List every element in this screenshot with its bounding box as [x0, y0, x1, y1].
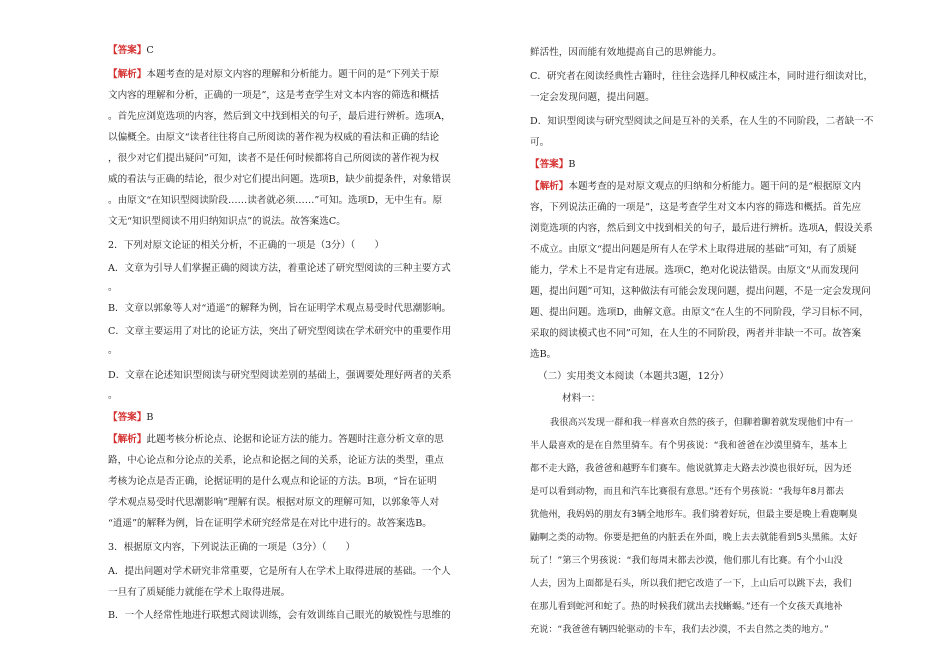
material-line: 半人最喜欢的是在自然里骑车。有个男孩说：“我和爸爸在沙漠里骑车，基本上 — [530, 440, 848, 451]
analysis-1-line: 以偏概全。由原文“读者往往将自己所阅读的著作视为权威的看法和正确的结论 — [108, 132, 440, 143]
material-line: 充说：“我爸爸有辆四轮驱动的卡车，我们去沙漠，不去自然之类的地方。” — [530, 624, 829, 635]
analysis-1-line: 。首先应浏览选项的内容，然后到文中找到相关的句子，最后进行辨析。选项A， — [108, 111, 451, 122]
section-2-title: （二）实用类文本阅读（本题共3题，12分） — [538, 371, 729, 382]
analysis-3-line: 能力，学术上不是肯定有进展。选项C，绝对化说法错误。由原文“从而发现问 — [530, 265, 859, 276]
material-line: 人去，因为上面都是石头，所以我们把它改造了一下，上山后可以跳下去，我们 — [530, 578, 852, 589]
answer-2: 【答案】B — [108, 412, 154, 423]
question-3-option: D．知识型阅读与研究型阅读之间是互补的关系，在人生的不同阶段，二者缺一不 — [530, 116, 874, 127]
analysis-2-line: 学术观点易受时代思潮影响”理解有误。根据对原文的理解可知，以郭象等人对 — [108, 497, 440, 508]
analysis-3-line: 选B。 — [530, 349, 557, 360]
question-2-option: C．文章主要运用了对比的论证方法，突出了研究型阅读在学术研究中的重要作用 — [108, 326, 452, 337]
question-3-option: C．研究者在阅读经典性古籍时，往往会选择几种权威注本，同时进行细读对比， — [530, 71, 874, 82]
question-3-option: 一定会发现问题，提出问题。 — [530, 92, 655, 103]
question-3-option: 可。 — [530, 137, 550, 148]
question-2-option: 。 — [108, 390, 118, 401]
analysis-3-line: 题、提出问题。选项D，曲解文意。由原文“在人生的不同阶段，学习目标不同， — [530, 307, 869, 318]
question-3-option: 一旦有了质疑能力就能在学术上取得进展。 — [108, 587, 291, 598]
analysis-3-line: 容，下列说法正确的一项是”，这是考查学生对文本内容的筛选和概括。首先应 — [530, 202, 862, 213]
material-line: 犹他州，我妈妈的朋友有3辆全地形车。我们骑着好玩，但最主要是晚上看鹿啊臭 — [530, 509, 858, 520]
analysis-1-line: 文内容的理解和分析，正确的一项是”，这是考查学生对文本内容的筛选和概括 — [108, 90, 440, 101]
question-2-option: D．文章在论述知识型阅读与研究型阅读差别的基础上，强调要处理好两者的关系 — [108, 370, 452, 381]
question-2-option: 。 — [108, 282, 118, 293]
analysis-2-line: 考核为论点是否正确，论据证明的是什么观点和论证的方法。B项，“旨在证明 — [108, 476, 437, 487]
question-2-option: 。 — [108, 345, 118, 356]
analysis-1-line: 威的看法与正确的结论，很少对它们提出问题。选项B，缺少前提条件，对象错误 — [108, 174, 451, 185]
analysis-2-line: 【解析】此题考核分析论点、论据和论证方法的能力。答题时注意分析文章的思 — [108, 434, 444, 445]
analysis-3-line: 题，提出问题”可知，这种做法有可能会发现问题，提出问题，不是一定会发现问 — [530, 286, 871, 297]
material-line: 玩了！”第三个男孩说：“我们每周末都去沙漠，他们那儿有比赛。有个小山没 — [530, 555, 843, 566]
question-2-option: A．文章为引导人们掌握正确的阅读方法，着重论述了研究型阅读的三种主要方式 — [108, 263, 451, 274]
material-line: 在那儿看到蛇河和蛇了。热的时候我们就出去找蜥蜴。”还有一个女孩天真地补 — [530, 601, 843, 612]
material-title: 材料一： — [562, 393, 601, 404]
question-2-option: B．文章以郭象等人对“逍遥”的解释为例，旨在证明学术观点易受时代思潮影响。 — [108, 303, 452, 314]
analysis-3-line: 采取的阅读模式也不同”可知，在人生的不同阶段，两者并非缺一不可。故答案 — [530, 328, 862, 339]
analysis-2-line: “逍遥”的解释为例，旨在证明学术研究经常是在对比中进行的。故答案选B。 — [108, 518, 432, 529]
question-3-stem: 3．根据原文内容，下列说法正确的一项是（3分）（ ） — [108, 542, 356, 553]
analysis-2-line: 路，中心论点和分论点的关系，论点和论据之间的关系，论证方法的类型，重点 — [108, 455, 444, 466]
answer-1: 【答案】C — [108, 45, 154, 56]
question-3-option: A．提出问题对学术研究非常重要，它是所有人在学术上取得进展的基础。一个人 — [108, 566, 451, 577]
analysis-1-line: 文无“知识型阅读不用归纳知识点”的说法。故答案选C。 — [108, 216, 346, 227]
analysis-3-line: 不成立。由原文“提出问题是所有人在学术上取得进展的基础”可知，有了质疑 — [530, 244, 857, 255]
analysis-1-line: 【解析】本题考查的是对原文内容的理解和分析能力。题干问的是“下列关于原 — [108, 69, 440, 80]
analysis-1-line: 。由原文“在知识型阅读阶段……读者就必须……”可知。选项D，无中生有。原 — [108, 195, 443, 206]
material-line: 是可以看到动物，而且和汽车比赛很有意思。”还有个男孩说：“我每年8月都去 — [530, 486, 844, 497]
analysis-1-line: ，很少对它们提出疑问”可知，读者不是任何时候都将自己所阅读的著作视为权 — [108, 153, 440, 164]
answer-3: 【答案】B — [530, 159, 576, 170]
material-line: 我很高兴发现一群和我一样喜欢自然的孩子，但聊着聊着就发现他们中有一 — [550, 417, 854, 428]
material-line: 都不走大路，我爸爸和越野车们赛车。他说就算走大路去沙漠也很好玩，因为还 — [530, 463, 852, 474]
analysis-3-line: 浏览选项的内容，然后到文中找到相关的句子，最后进行辨析。选项A，假设关系 — [530, 223, 873, 234]
question-3-option: 鲜活性，因而能有效地提高自己的思辨能力。 — [530, 47, 722, 58]
question-2-stem: 2．下列对原文论证的相关分析，不正确的一项是（3分）（ ） — [108, 240, 385, 251]
material-line: 鼬啊之类的动物。你要是把鱼的内脏丢在外面，晚上去去就能看到5头黑熊。太好 — [530, 532, 858, 543]
analysis-3-line: 【解析】本题考查的是对原文观点的归纳和分析能力。题干问的是“根据原文内 — [530, 181, 862, 192]
question-3-option: B．一个人经常性地进行联想式阅读训练，会有效训练自己眼光的敏锐性与思维的 — [108, 610, 451, 621]
